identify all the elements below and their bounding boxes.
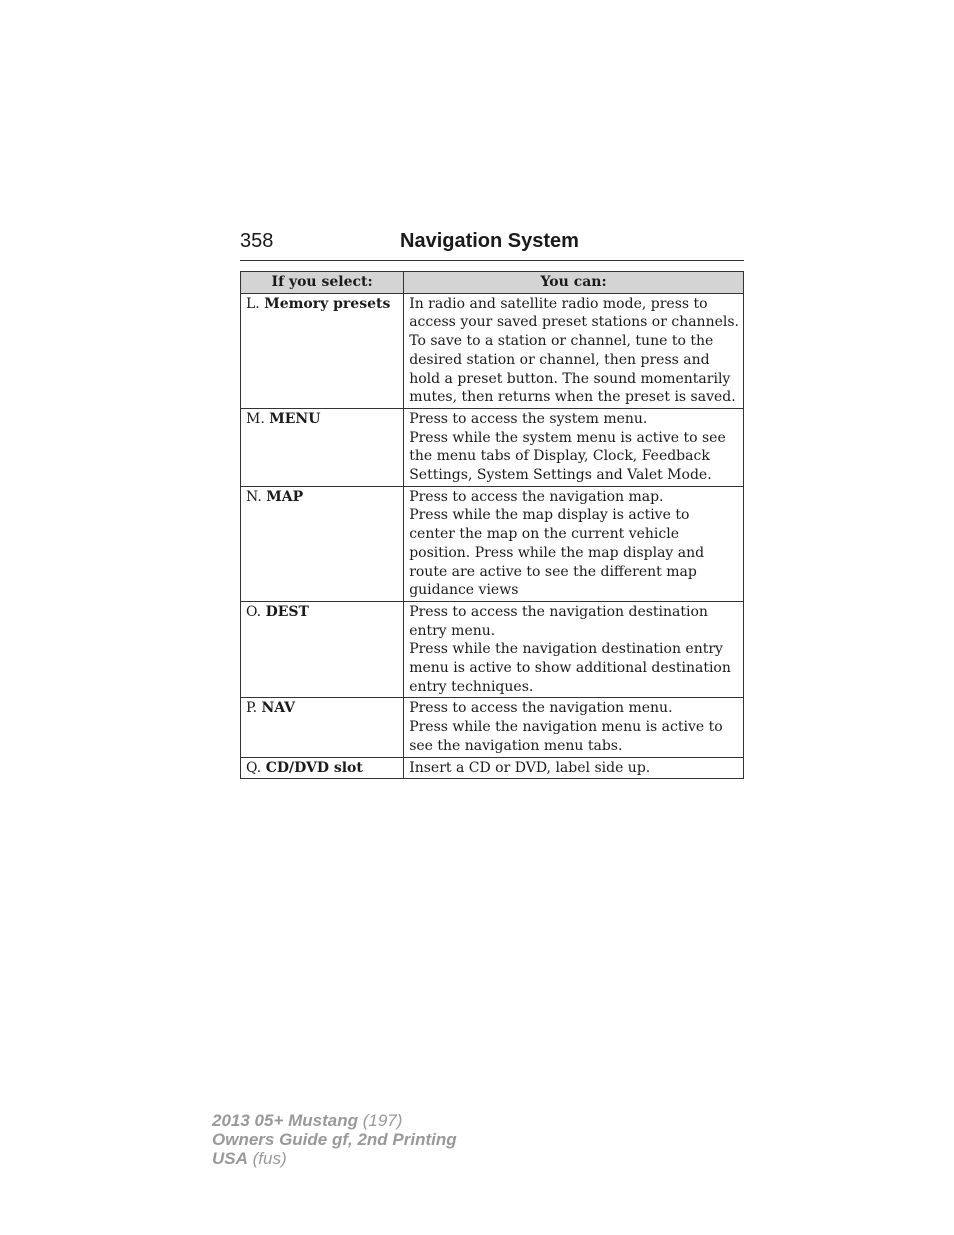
footer-line-2 xyxy=(212,1130,457,1149)
table-row xyxy=(241,698,744,757)
table-row xyxy=(241,601,744,698)
page-header xyxy=(240,228,744,261)
item-term: DEST xyxy=(265,603,309,620)
description-line: entry menu. xyxy=(409,622,496,639)
item-letter: M. xyxy=(246,410,265,427)
footer-line-3 xyxy=(212,1149,457,1168)
description-line: Press while the system menu is active to see xyxy=(409,429,726,446)
description-line: hold a preset button. The sound momentarily xyxy=(409,370,731,387)
description-line: mutes, then returns when the preset is saved. xyxy=(409,389,736,406)
action-cell xyxy=(404,757,744,779)
table-row xyxy=(241,486,744,601)
description-line: To save to a station or channel, tune to the xyxy=(409,333,714,350)
footer-model-code: (197) xyxy=(358,1111,403,1130)
select-cell xyxy=(241,408,404,486)
action-cell xyxy=(404,601,744,698)
description-line: position. Press while the map display and xyxy=(409,544,705,561)
description-line: Press to access the navigation destination xyxy=(409,603,708,620)
description-line: access your saved preset stations or channels. xyxy=(409,314,739,331)
select-cell xyxy=(241,698,404,757)
item-letter: L. xyxy=(246,295,260,312)
select-cell xyxy=(241,757,404,779)
description-line: center the map on the current vehicle xyxy=(409,526,679,543)
item-letter: P. xyxy=(246,700,258,717)
table-header-row xyxy=(241,272,744,294)
table-row xyxy=(241,408,744,486)
action-cell xyxy=(404,698,744,757)
description-line: desired station or channel, then press and xyxy=(409,351,710,368)
description-line: Settings, System Settings and Valet Mode. xyxy=(409,467,712,484)
column-header-select: If you select: xyxy=(241,272,404,294)
item-letter: O. xyxy=(246,603,262,620)
action-cell xyxy=(404,293,744,408)
description-line: Insert a CD or DVD, label side up. xyxy=(409,759,651,776)
description-line: Press while the navigation destination entry xyxy=(409,641,723,658)
table-row xyxy=(241,293,744,408)
description-line: Press to access the system menu. xyxy=(409,410,648,427)
description-line: guidance views xyxy=(409,582,519,599)
description-line: Press while the navigation menu is active to xyxy=(409,719,723,736)
action-cell xyxy=(404,408,744,486)
select-cell xyxy=(241,601,404,698)
action-cell xyxy=(404,486,744,601)
select-cell xyxy=(241,486,404,601)
description-line: the menu tabs of Display, Clock, Feedback xyxy=(409,448,710,465)
item-term: NAV xyxy=(261,700,296,717)
description-line: menu is active to show additional destination xyxy=(409,660,731,677)
page-title: Navigation System xyxy=(400,230,579,252)
description-line: Press to access the navigation menu. xyxy=(409,700,673,717)
description-line: entry techniques. xyxy=(409,678,534,695)
select-cell xyxy=(241,293,404,408)
controls-table xyxy=(240,271,744,779)
table-row xyxy=(241,757,744,779)
item-letter: Q. xyxy=(246,759,262,776)
description-line: route are active to see the different map xyxy=(409,563,697,580)
item-term: CD/DVD slot xyxy=(265,759,363,776)
footer-guide: Owners Guide gf, 2nd Printing xyxy=(212,1130,457,1149)
item-term: Memory presets xyxy=(264,295,391,312)
description-line: In radio and satellite radio mode, press to xyxy=(409,295,708,312)
item-letter: N. xyxy=(246,488,262,505)
item-term: MAP xyxy=(266,488,304,505)
column-header-action: You can: xyxy=(404,272,744,294)
table-body xyxy=(241,293,744,779)
footer-market-code: (fus) xyxy=(247,1149,287,1168)
description-line: Press while the map display is active to xyxy=(409,507,690,524)
description-line: see the navigation menu tabs. xyxy=(409,737,623,754)
description-line: Press to access the navigation map. xyxy=(409,488,664,505)
page-number: 358 xyxy=(240,230,274,252)
footer-model: 2013 05+ Mustang xyxy=(212,1111,358,1130)
footer-market: USA xyxy=(212,1149,248,1168)
footer-line-1 xyxy=(212,1111,457,1130)
item-term: MENU xyxy=(269,410,321,427)
footer xyxy=(212,1111,457,1168)
